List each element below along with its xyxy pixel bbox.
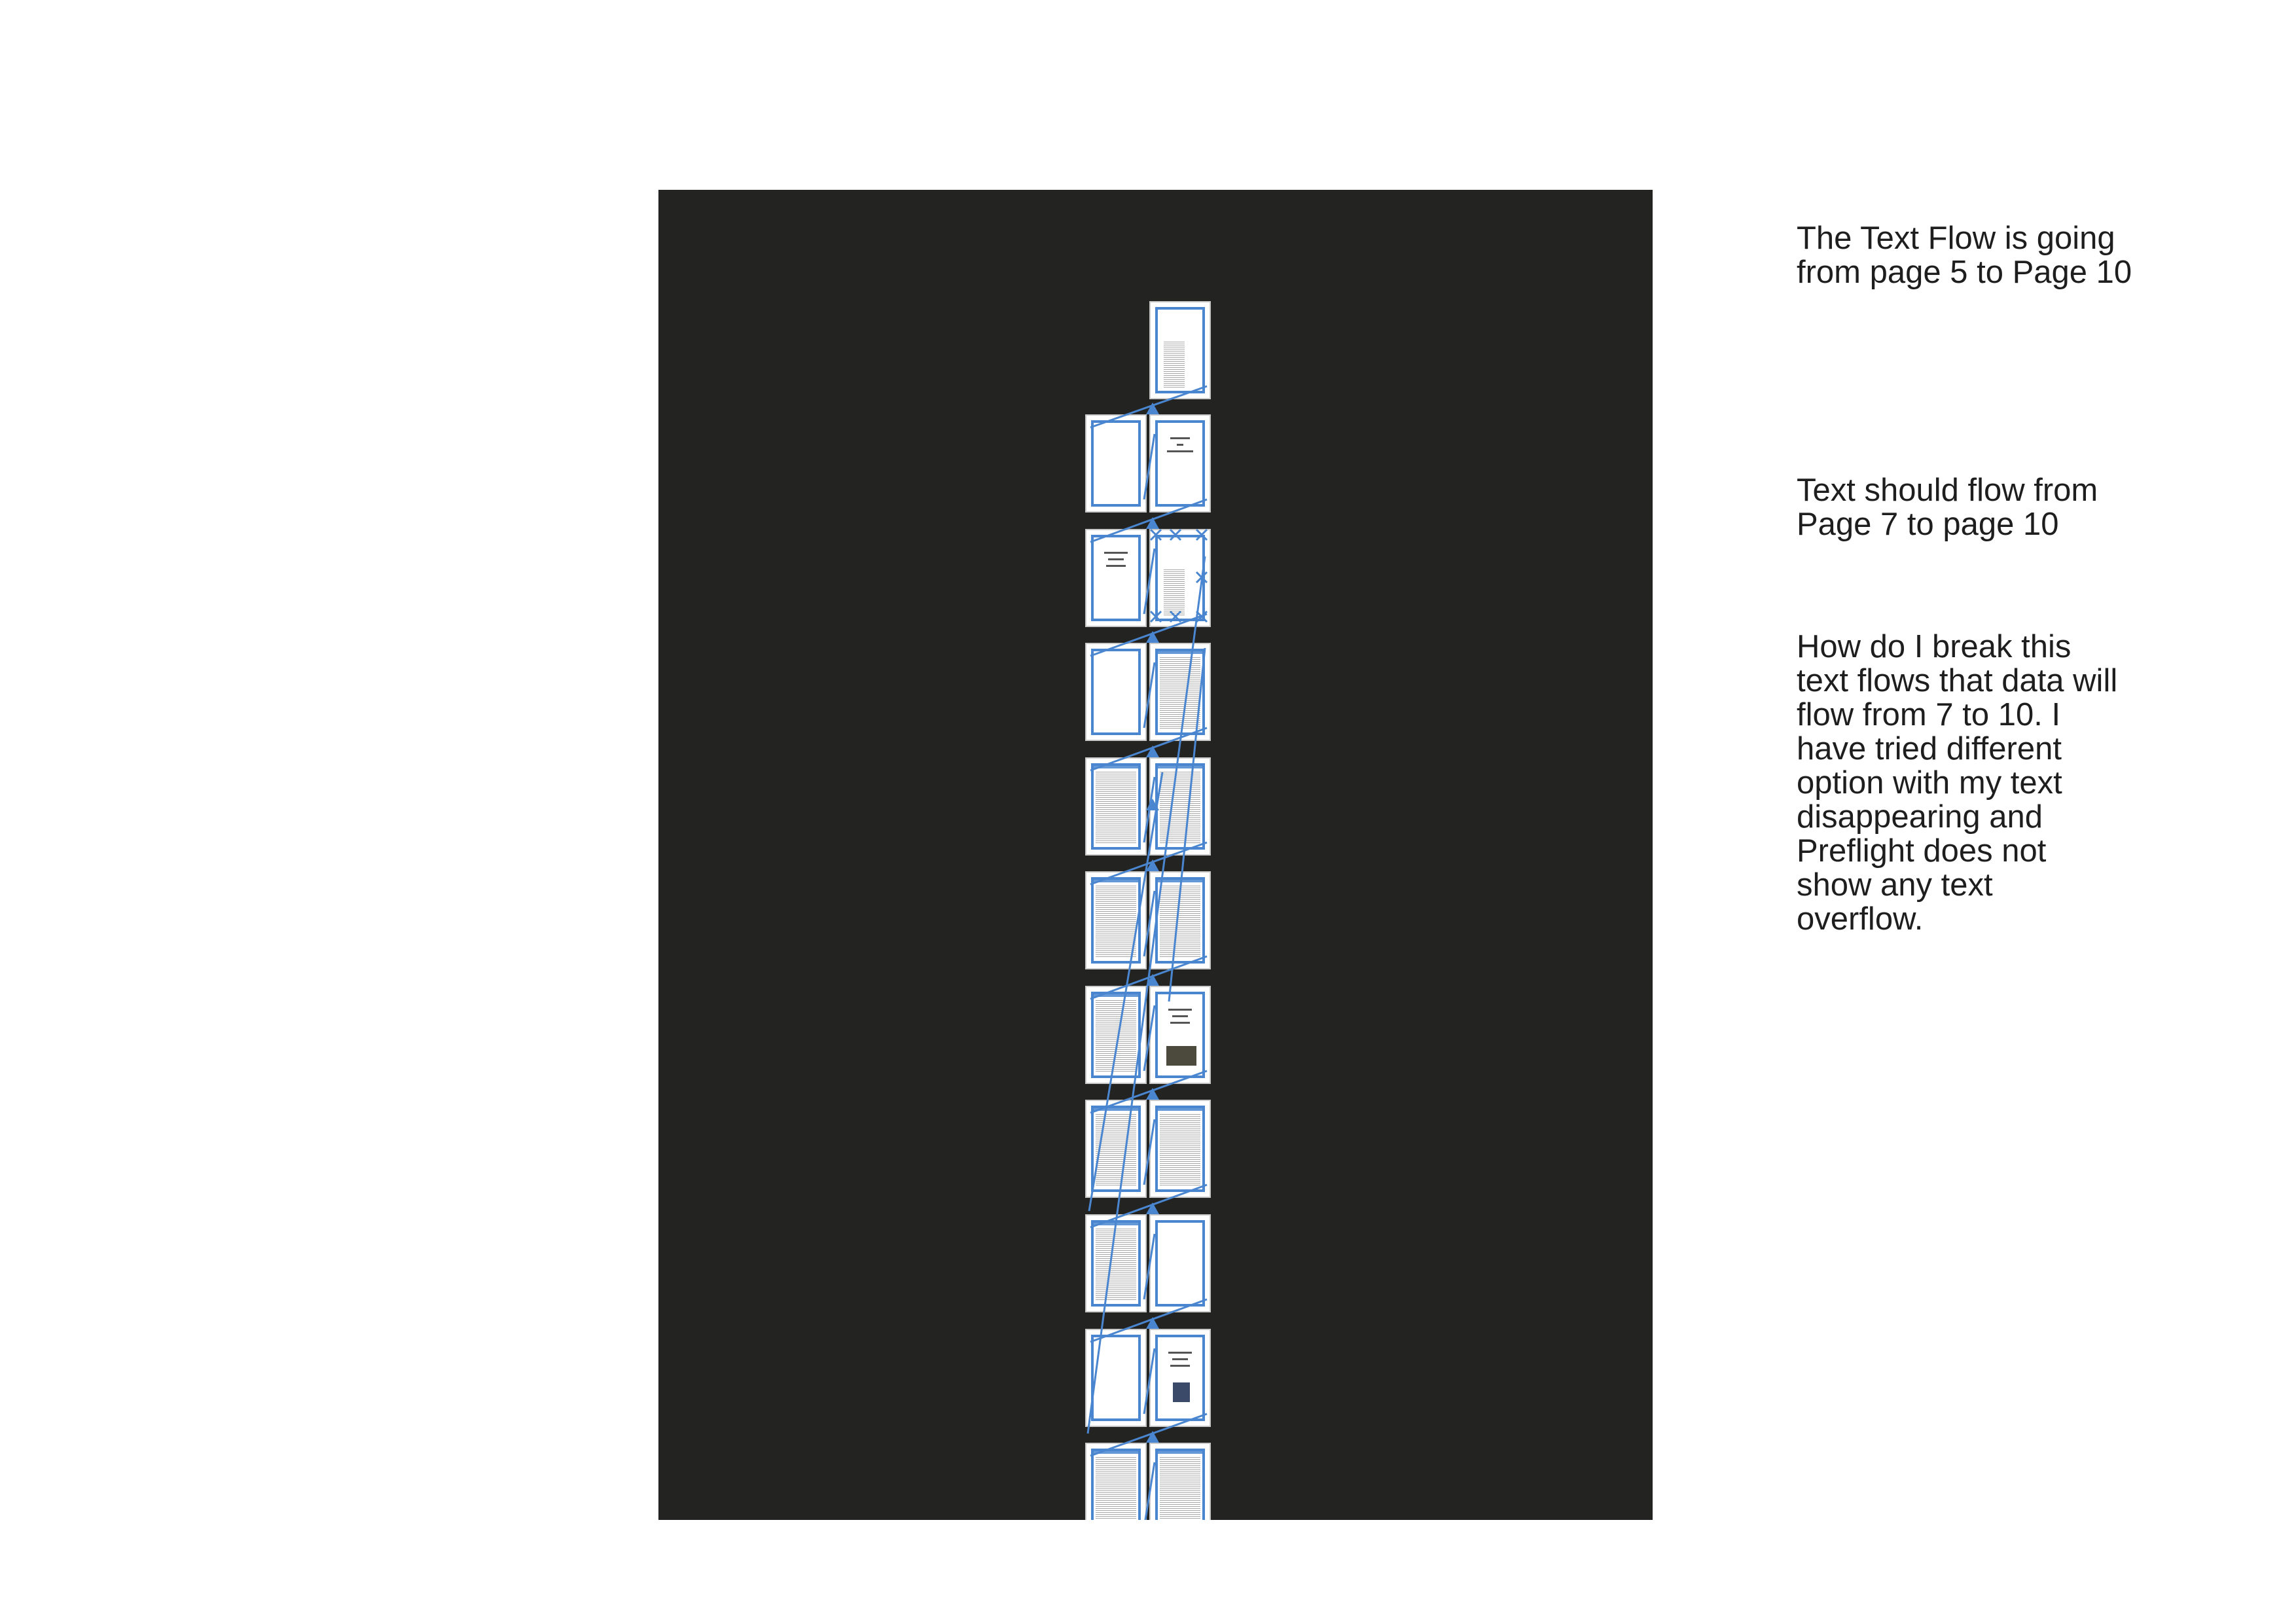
page-left-6[interactable] <box>1085 871 1147 969</box>
note-flow-desired: Text should flow from Page 7 to page 10 <box>1797 473 2098 542</box>
page-right-6[interactable] <box>1149 871 1211 969</box>
page-spreads <box>658 190 1653 1520</box>
page-left-8[interactable] <box>1085 1100 1147 1198</box>
page-left-3[interactable] <box>1085 529 1147 627</box>
text-lines <box>1096 772 1136 844</box>
page-left-7[interactable] <box>1085 986 1147 1084</box>
title-block <box>1165 1004 1195 1030</box>
title-line <box>1172 1015 1188 1017</box>
text-lines <box>1096 1457 1136 1520</box>
title-line <box>1170 1365 1190 1367</box>
running-header <box>1157 1450 1204 1454</box>
title-line <box>1172 1358 1188 1360</box>
title-line <box>1106 565 1126 567</box>
indesign-pasteboard[interactable] <box>658 190 1653 1520</box>
title-line <box>1170 1022 1190 1024</box>
running-header <box>1157 878 1204 882</box>
running-header <box>1092 1221 1139 1225</box>
text-frame[interactable] <box>1091 649 1141 735</box>
page-right-10[interactable] <box>1149 1329 1211 1427</box>
running-header <box>1092 1450 1139 1454</box>
page-right-4[interactable] <box>1149 643 1211 741</box>
text-lines <box>1160 772 1200 844</box>
text-lines <box>1160 886 1200 958</box>
page-right-2[interactable] <box>1149 414 1211 513</box>
running-header <box>1092 878 1139 882</box>
note-flow-current: The Text Flow is going from page 5 to Page 10 <box>1797 221 2132 290</box>
page-right-9[interactable] <box>1149 1214 1211 1312</box>
page-right-5[interactable] <box>1149 757 1211 856</box>
text-lines <box>1096 1229 1136 1301</box>
page-left-5[interactable] <box>1085 757 1147 856</box>
running-header <box>1157 1107 1204 1111</box>
page-right-8[interactable] <box>1149 1100 1211 1198</box>
title-block <box>1101 547 1131 573</box>
title-line <box>1104 552 1128 554</box>
running-header <box>1092 765 1139 768</box>
title-line <box>1170 437 1190 439</box>
placed-image[interactable] <box>1166 1046 1196 1066</box>
running-header <box>1157 765 1204 768</box>
placed-image[interactable] <box>1173 1382 1190 1402</box>
text-frame[interactable] <box>1155 1220 1205 1307</box>
text-frame[interactable] <box>1091 1335 1141 1421</box>
title-line <box>1108 558 1124 560</box>
page-left-11[interactable] <box>1085 1443 1147 1520</box>
text-lines <box>1160 1457 1200 1520</box>
text-frame[interactable] <box>1091 420 1141 507</box>
page-left-4[interactable] <box>1085 643 1147 741</box>
running-header <box>1157 650 1204 654</box>
text-lines <box>1160 657 1200 729</box>
title-line <box>1168 1009 1192 1011</box>
text-lines <box>1164 342 1185 388</box>
page-right-3[interactable] <box>1149 529 1211 627</box>
running-header <box>1092 993 1139 997</box>
title-line <box>1167 450 1193 452</box>
running-header <box>1092 1107 1139 1111</box>
title-block <box>1165 433 1195 459</box>
page-left-10[interactable] <box>1085 1329 1147 1427</box>
page-left-2[interactable] <box>1085 414 1147 513</box>
note-question: How do I break this text flows that data will flow from 7 to 10. I have tried different option with my text disappearing and Preflight does not show any text overflow. <box>1797 629 2118 937</box>
text-lines <box>1096 1114 1136 1186</box>
page-right-11[interactable] <box>1149 1443 1211 1520</box>
text-lines <box>1096 1000 1136 1072</box>
title-block <box>1165 1347 1195 1373</box>
page-right-1[interactable] <box>1149 301 1211 399</box>
page-right-7[interactable] <box>1149 986 1211 1084</box>
page-left-9[interactable] <box>1085 1214 1147 1312</box>
title-line <box>1168 1352 1192 1354</box>
text-lines <box>1164 569 1185 615</box>
text-lines <box>1096 886 1136 958</box>
title-line <box>1177 444 1183 446</box>
text-lines <box>1160 1114 1200 1186</box>
